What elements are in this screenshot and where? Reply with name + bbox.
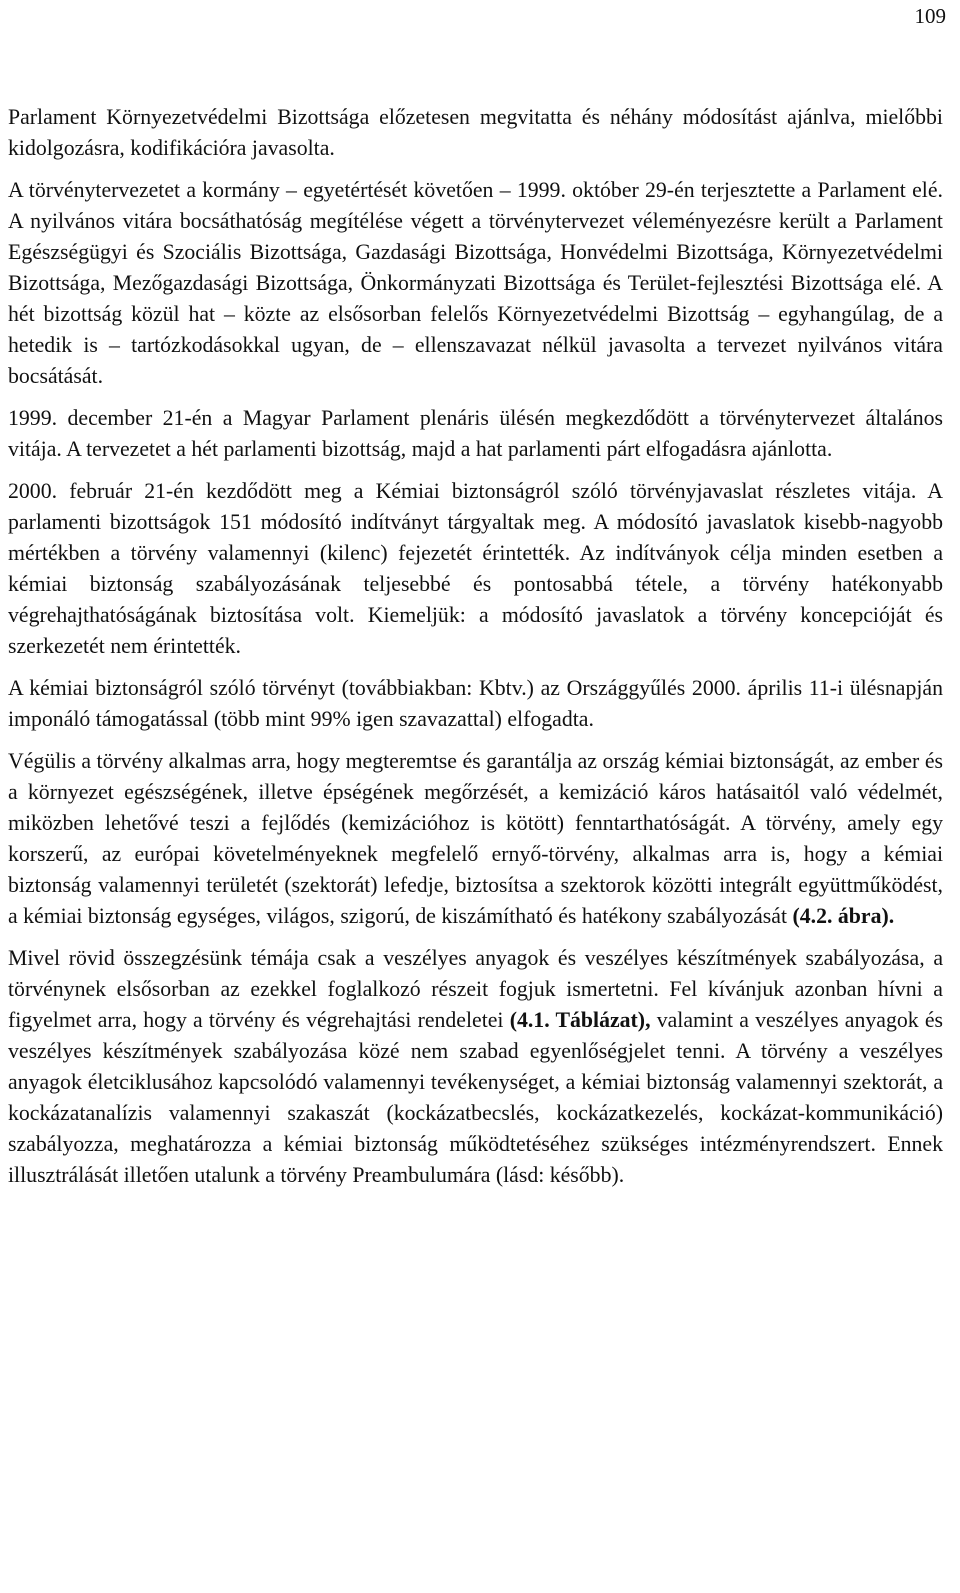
paragraph-4: 2000. február 21-én kezdődött meg a Kémiai biztonságról szóló törvényjavaslat részletes vitája. A parlamenti bizottságok 151 módosító indítványt tárgyaltak meg. A módosító javaslatok kisebb-nagyobb mértékben a törvény valamennyi (kilenc) fejezetét érintették. Az indítványok célja minden esetben a kémiai biztonság szabályozásának teljesebbé és pontosabbá tétele, a törvény hatékonyabb végrehajthatóságának biztosítása volt. Kiemeljük: a módosító javaslatok a törvény koncepcióját és szerkezetét nem érintették. — [8, 479, 943, 658]
paragraph-7-text-a: Mivel rövid összegzésünk témája csak a veszélyes anyagok és veszélyes készítmények szabályozása, a törvénynek elsősorban az ezekkel foglalkozó részeit fogjuk ismertetni. Fel kívánjuk azonban hívni a figyelmet arra, hogy a törvény és végrehajtási rendeletei — [8, 946, 943, 1032]
paragraph-2: A törvénytervezetet a kormány – egyetértését követően – 1999. október 29-én terjesztette a Parlament elé. A nyilvános vitára bocsáthatóság megítélése végett a törvénytervezet véleményezésre került a Parlament Egészségügyi és Szociális Bizottsága, Gazdasági Bizottsága, Honvédelmi Bizottsága, Környezetvédelmi Bizottsága, Mezőgazdasági Bizottsága, Önkormányzati Bizottsága és Terület-fejlesztési Bizottsága elé. A hét bizottság közül hat – közte az elsősorban felelős Környezetvédelmi Bizottság – egyhangúlag, de a hetedik is – tartózkodásokkal ugyan, de – ellenszavazat nélkül javasolta a tervezet nyilvános vitára bocsátását. — [8, 178, 943, 388]
paragraph-6-text: Végülis a törvény alkalmas arra, hogy megteremtse és garantálja az ország kémiai biztonságát, az ember és a környezet egészségének, illetve épségének megőrzését, a kemizáció káros hatásaitól való védelmét, miközben lehetővé teszi a fejlődés (kemizációhoz is kötött) fenntarthatóságát. A törvény, amely egy korszerű, az európai követelményeknek megfelelő ernyő-törvény, alkalmas arra is, hogy a kémiai biztonság valamennyi területét (szektorát) lefedje, biztosítsa a szektorok közötti integrált együttműködést, a kémiai biztonság egységes, világos, szigorú, de kiszámítható és hatékony szabályozását — [8, 749, 943, 928]
paragraph-7-text-b: valamint a veszélyes anyagok és veszélyes készítmények szabályozása közé nem szabad egyenlőségjelet tenni. A törvény a veszélyes anyagok életciklusához kapcsolódó valamennyi tevékenységet, a kémiai biztonság valamennyi szektorát, a kockázatanalízis valamennyi szakaszát (kockázatbecslés, kockázatkezelés, kockázat-kommunikáció) szabályozza, meghatározza a kémiai biztonság működtetéséhez szükséges intézményrendszert. Ennek illusztrálását illetően utalunk a törvény Preambulumára (lásd: később). — [8, 1008, 944, 1187]
paragraph-7 — [8, 943, 943, 1191]
paragraph-5: A kémiai biztonságról szóló törvényt (továbbiakban: Kbtv.) az Országgyűlés 2000. április 11-i ülésnapján imponáló támogatással (több mint 99% igen szavazattal) elfogadta. — [8, 676, 943, 731]
paragraph-6 — [8, 746, 943, 932]
figure-reference: (4.2. ábra). — [792, 904, 895, 928]
paragraph-3: 1999. december 21-én a Magyar Parlament plenáris ülésén megkezdődött a törvénytervezet általános vitája. A tervezetet a hét parlamenti bizottság, majd a hat parlamenti párt elfogadásra ajánlotta. — [8, 406, 943, 461]
page-number: 109 — [914, 4, 946, 28]
body-text — [8, 102, 943, 1202]
table-reference: (4.1. Táblázat), — [509, 1008, 651, 1032]
paragraph-1: Parlament Környezetvédelmi Bizottsága előzetesen megvitatta és néhány módosítást ajánlva, mielőbbi kidolgozásra, kodifikációra javasolta. — [8, 105, 943, 160]
